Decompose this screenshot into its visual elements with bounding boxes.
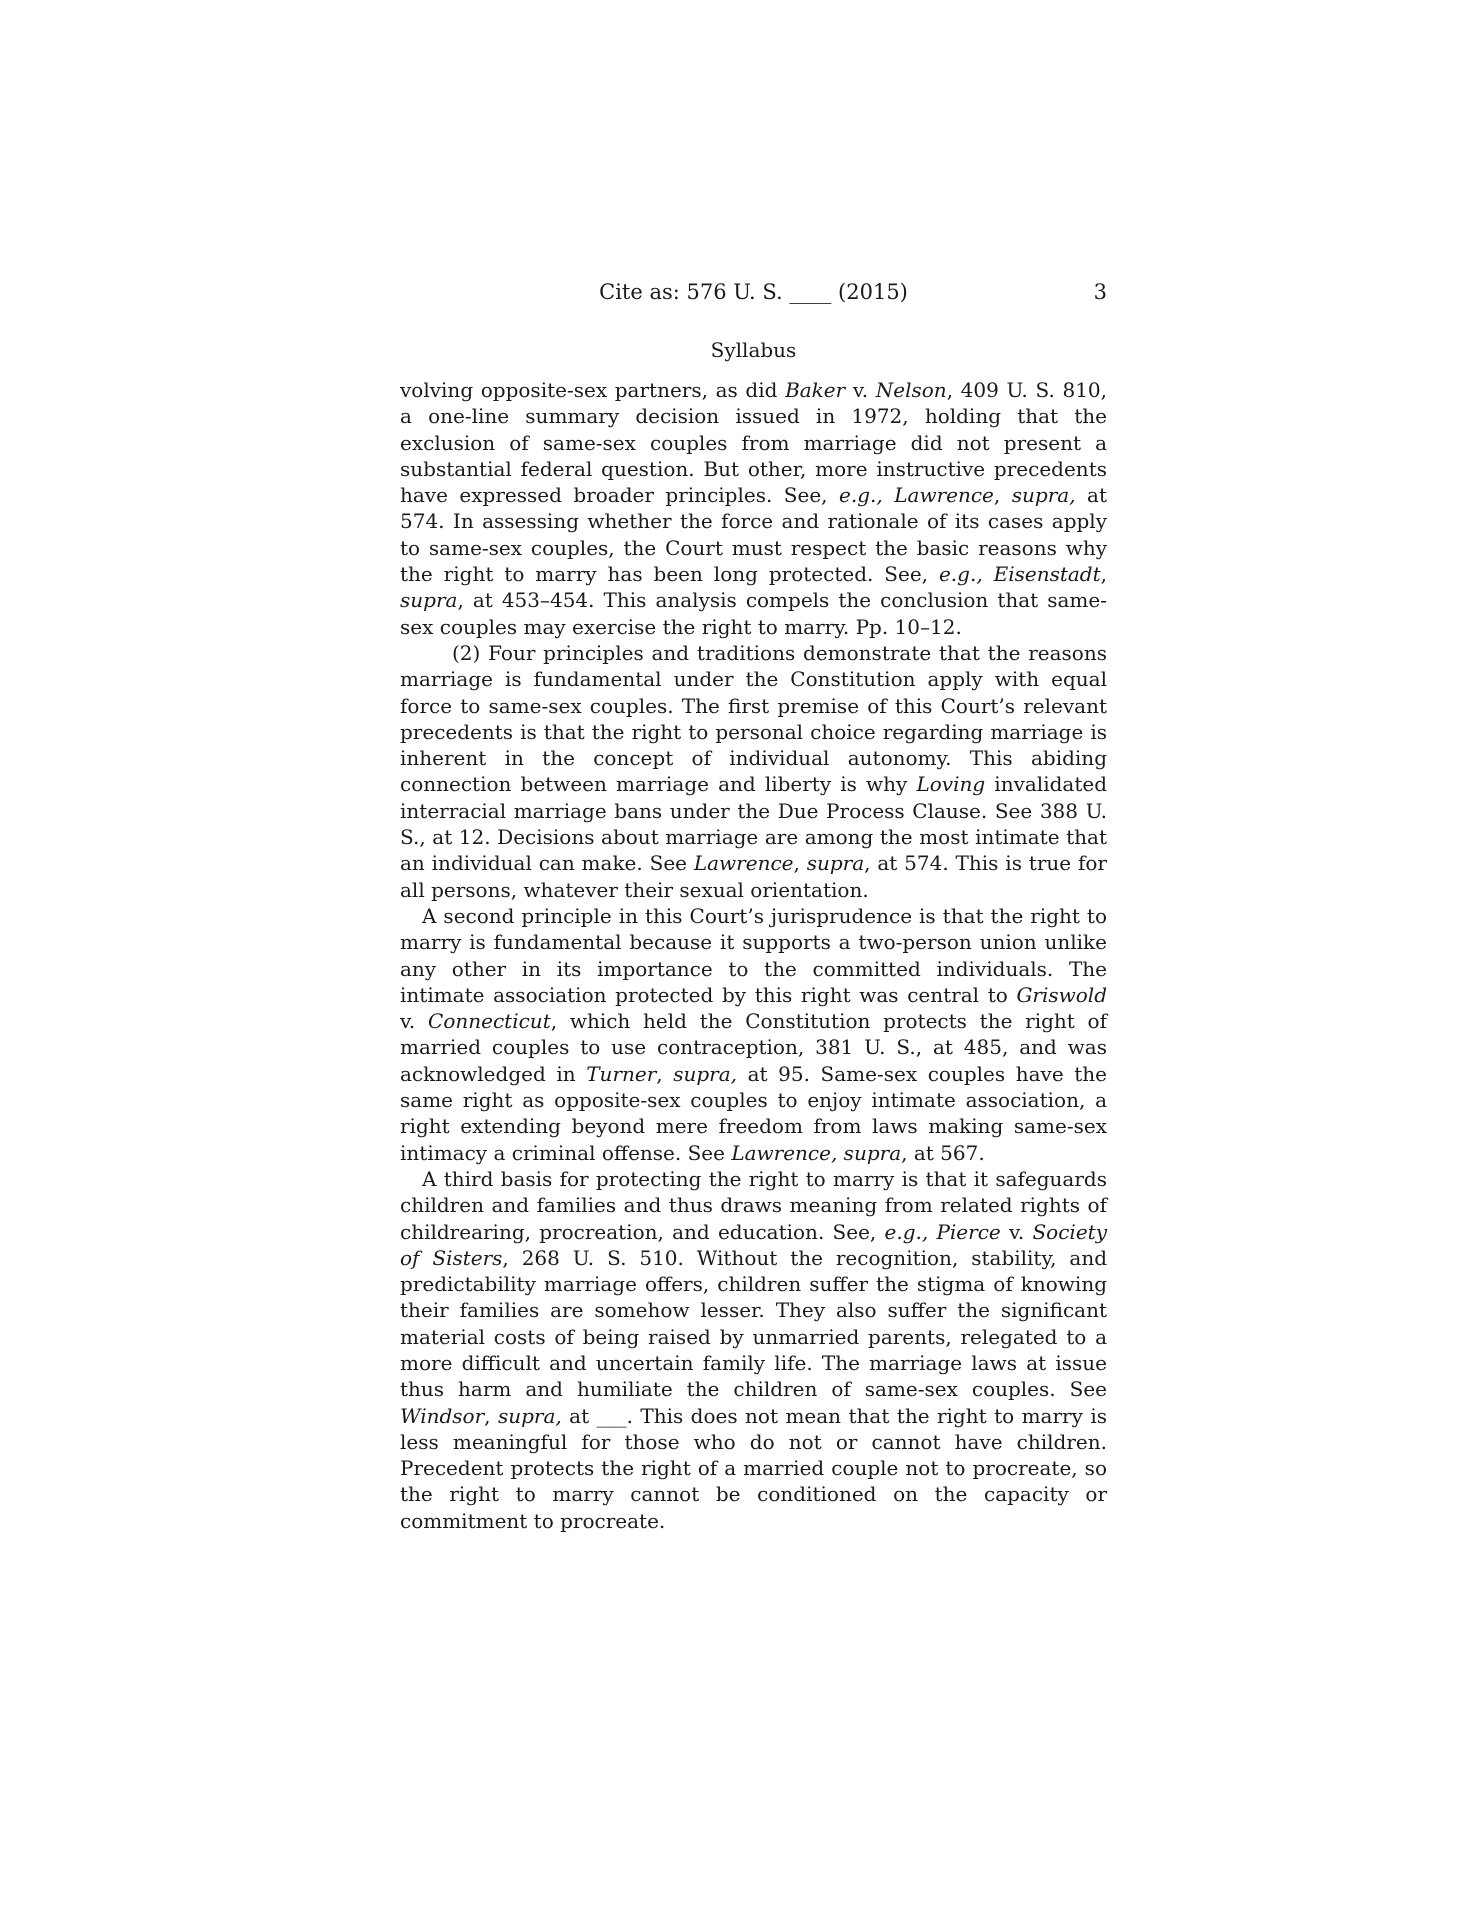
text-run: , at 567. bbox=[901, 1140, 985, 1165]
italic-text-run: supra bbox=[400, 588, 458, 613]
italic-text-run: Windsor bbox=[400, 1403, 485, 1428]
text-run: A third basis for protecting the right to marry is that it safeguards children and families and thus draws meaning from related rights of childrearing, procreation, and education. See, bbox=[400, 1166, 1107, 1244]
text-run: , at 574. This is true for all persons, whatever their sexual orientation. bbox=[400, 851, 1107, 902]
text-run: at ___. This does not mean that the right to marry is less meaningful for those who do not or cannot have children. Precedent protects the right of a married couple not to procreate, so the right to marry cannot be conditioned on the capacity or commitment to procreate. bbox=[400, 1403, 1107, 1533]
italic-text-run: supra, bbox=[1011, 483, 1076, 508]
text-run: (2) Four principles and traditions demonstrate that the reasons marriage is fundamental under the Constitution apply with equal force to same-sex couples. The first premise of this Court’s relevant precedents is that the right to personal choice regarding marriage is inherent in the concept of individual autonomy. This abiding connection between marriage and liberty is why bbox=[400, 640, 1107, 797]
text-run: , bbox=[993, 483, 1012, 508]
italic-text-run: Nelson bbox=[875, 378, 947, 402]
text-run: v. bbox=[400, 1009, 429, 1034]
text-run: , bbox=[484, 1403, 498, 1428]
text-run: , at 453–454. This analysis compels the conclusion that same-sex couples may exercise the right to marry. Pp. 10–12. bbox=[400, 588, 1107, 639]
italic-text-run: supra, bbox=[673, 1061, 738, 1086]
text-run: v. bbox=[1000, 1219, 1033, 1244]
italic-text-run: Lawrence bbox=[693, 851, 794, 876]
paragraph-2 bbox=[400, 640, 1107, 903]
italic-text-run: Loving bbox=[916, 772, 986, 797]
italic-text-run: Turner bbox=[586, 1061, 657, 1086]
text-run: , bbox=[656, 1061, 674, 1086]
running-head: Syllabus bbox=[710, 338, 797, 362]
text-run: , which held the Constitution protects the right of married couples to use contraception, 381 U. S., at 485, and was acknowledged in bbox=[400, 1009, 1108, 1086]
paragraph-4 bbox=[400, 1166, 1107, 1534]
text-run: invalidated interracial marriage bans under the Due Process Clause. See 388 U. S., at 12. Decisions about marriage are among the most intimate that an individual can make. See bbox=[400, 772, 1107, 876]
italic-text-run: supra, bbox=[497, 1403, 562, 1428]
text-run: , bbox=[1100, 562, 1108, 587]
italic-text-run: Lawrence, supra bbox=[731, 1140, 902, 1165]
italic-text-run: supra bbox=[806, 851, 865, 876]
italic-text-run: e.g., Pierce bbox=[884, 1219, 1001, 1244]
italic-text-run: Society of Sisters bbox=[400, 1219, 1107, 1270]
italic-text-run: Griswold bbox=[1016, 982, 1107, 1007]
text-run: at 95. Same-sex couples have the same right as opposite-sex couples to enjoy intimate association, a right extending beyond mere freedom from laws making same-sex intimacy a criminal offense. See bbox=[400, 1061, 1107, 1165]
italic-text-run: e.g., Lawrence bbox=[839, 483, 994, 508]
paragraph-3 bbox=[400, 903, 1107, 1166]
text-run: at 574. In assessing whether the force and rationale of its cases apply to same-sex couples, the Court must respect the basic reasons why the right to marry has been long protected. See, bbox=[400, 483, 1107, 587]
text-run: , 409 U. S. 810, a one-line summary decision issued in 1972, holding that the exclusion of same-sex couples from marriage did not present a substantial federal question. But other, more instructive precedents have expressed broader principles. See, bbox=[400, 378, 1108, 508]
italic-text-run: Baker bbox=[785, 378, 846, 402]
text-run: A second principle in this Court’s jurisprudence is that the right to marry is fundamental because it supports a two-person union unlike any other in its importance to the committed individuals. The intimate association protected by this right was central to bbox=[400, 903, 1107, 1007]
italic-text-run: Connecticut bbox=[428, 1009, 551, 1034]
page-header bbox=[400, 276, 1107, 308]
text-run: v. bbox=[845, 378, 876, 402]
body-text bbox=[400, 377, 1107, 1534]
italic-text-run: e.g., Eisenstadt bbox=[938, 562, 1101, 587]
page-number: 3 bbox=[1093, 280, 1107, 304]
text-run: , 268 U. S. 510. Without the recognition, stability, and predictability marriage offers, children suffer the stigma of knowing their families are somehow lesser. They also suffer the significant material costs of being raised by unmarried parents, relegated to a more difficult and uncertain family life. The marriage laws at issue thus harm and humiliate the children of same-sex couples. See bbox=[400, 1245, 1107, 1402]
text-run: , bbox=[793, 851, 807, 876]
text-run: volving opposite-sex partners, as did bbox=[400, 378, 786, 402]
citation: Cite as: 576 U. S. ____ (2015) bbox=[599, 280, 908, 304]
paragraph-1 bbox=[400, 377, 1107, 640]
